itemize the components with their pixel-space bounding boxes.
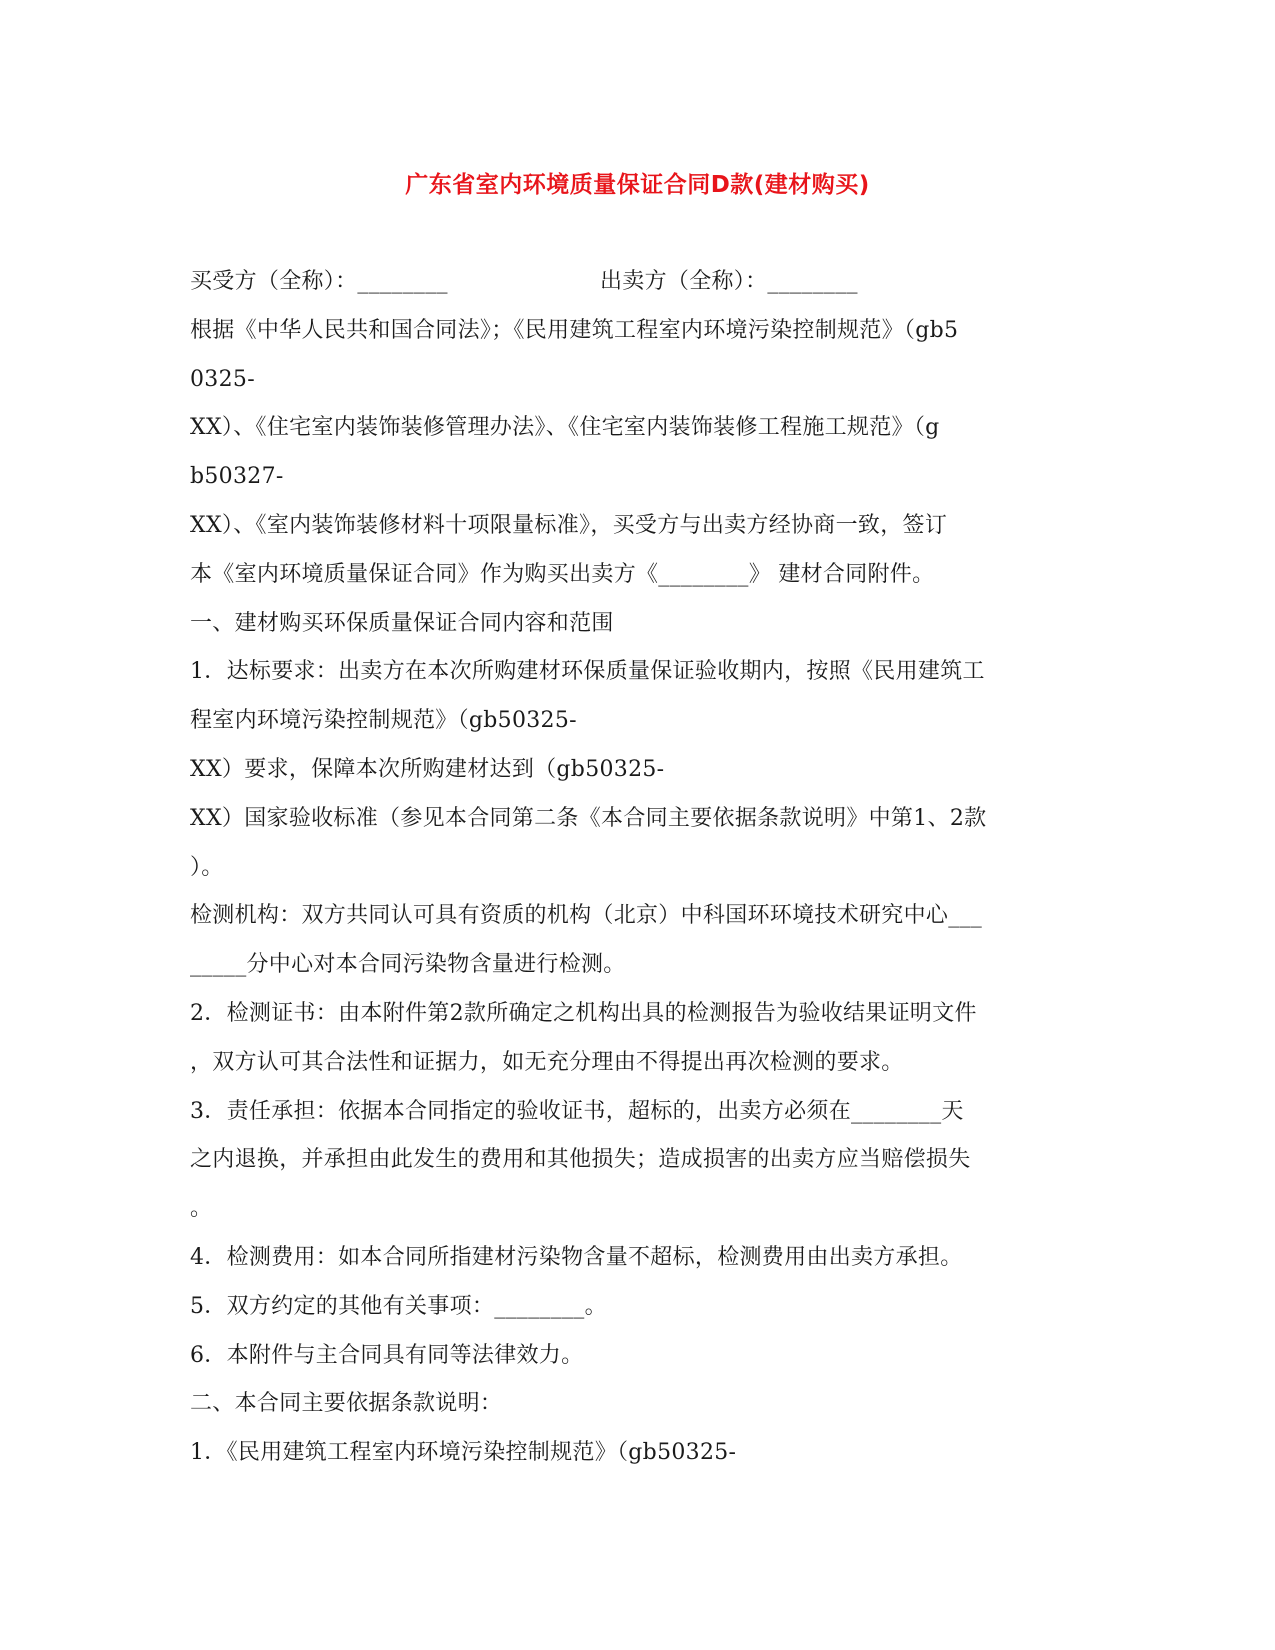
text-line: 5．双方约定的其他有关事项：________。 — [190, 1293, 607, 1319]
text-line: 1．达标要求：出卖方在本次所购建材环保质量保证验收期内，按照《民用建筑工 — [190, 659, 985, 685]
section-heading: 二、本合同主要依据条款说明： — [190, 1391, 503, 1417]
text-line: _____分中心对本合同污染物含量进行检测。 — [190, 952, 626, 978]
text-line: XX）、《住宅室内装饰装修管理办法》、《住宅室内装饰装修工程施工规范》（g — [190, 415, 940, 441]
text-line: b50327- — [190, 464, 284, 490]
document-body — [190, 258, 1080, 1478]
text-line: 本《室内环境质量保证合同》作为购买出卖方《________》 建材合同附件。 — [190, 561, 935, 587]
text-line: 检测机构：双方共同认可具有资质的机构（北京）中科国环环境技术研究中心___ — [190, 903, 983, 929]
text-line: 2．检测证书：由本附件第2款所确定之机构出具的检测报告为验收结果证明文件 — [190, 1000, 977, 1026]
buyer-field: 买受方（全称）：________ — [190, 269, 448, 294]
text-line: XX）、《室内装饰装修材料十项限量标准》，买受方与出卖方经协商一致，签订 — [190, 512, 948, 538]
text-line: ，双方认可其合法性和证据力，如无充分理由不得提出再次检测的要求。 — [190, 1049, 904, 1075]
text-line: 根据《中华人民共和国合同法》；《民用建筑工程室内环境污染控制规范》（gb5 — [190, 317, 959, 343]
parties-line — [190, 258, 1080, 307]
text-line: 之内退换，并承担由此发生的费用和其他损失；造成损害的出卖方应当赔偿损失 — [190, 1147, 971, 1173]
seller-field: 出卖方（全称）：________ — [600, 269, 858, 294]
document-title: 广东省室内环境质量保证合同D款(建材购买) — [405, 172, 870, 198]
section-heading: 一、建材购买环保质量保证合同内容和范围 — [190, 610, 614, 636]
text-line: 4．检测费用：如本合同所指建材污染物含量不超标，检测费用由出卖方承担。 — [190, 1244, 963, 1270]
text-line: 。 — [190, 1196, 213, 1222]
text-line: 6．本附件与主合同具有同等法律效力。 — [190, 1342, 584, 1368]
text-line: 1．《民用建筑工程室内环境污染控制规范》（gb50325- — [190, 1440, 737, 1466]
text-line: XX）要求，保障本次所购建材达到（gb50325- — [190, 756, 665, 782]
text-line: 程室内环境污染控制规范》（gb50325- — [190, 708, 577, 734]
text-line: 0325- — [190, 366, 255, 392]
text-line: XX）国家验收标准（参见本合同第二条《本合同主要依据条款说明》中第1、2款 — [190, 805, 987, 831]
text-line: 3．责任承担：依据本合同指定的验收证书，超标的，出卖方必须在________天 — [190, 1098, 964, 1124]
text-line: ）。 — [190, 854, 224, 880]
